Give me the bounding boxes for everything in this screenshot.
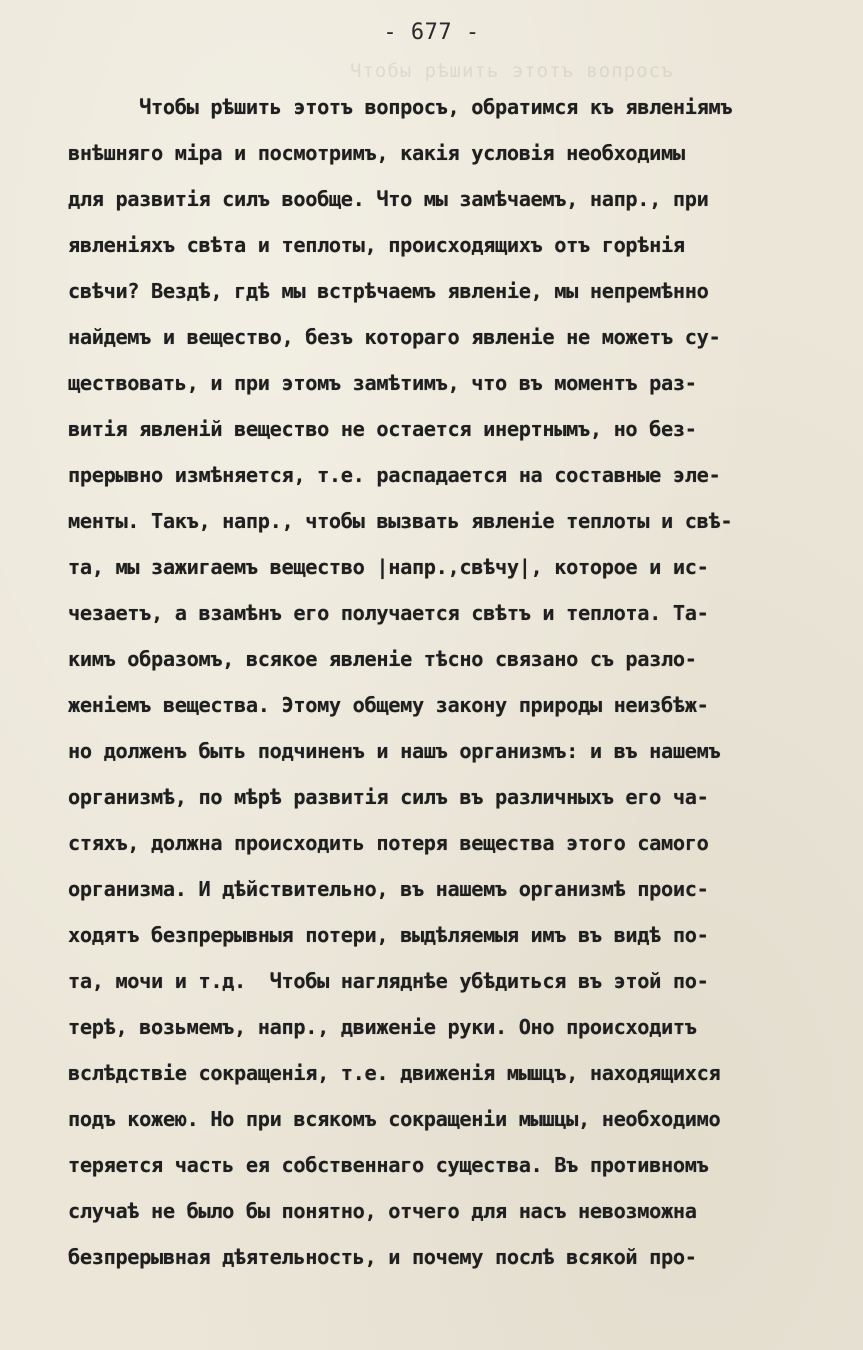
text-line: теряется часть ея собственнаго существа. Въ противномъ <box>68 1153 709 1177</box>
text-line: терѣ, возьмемъ, напр., движеніе руки. Оно происходитъ <box>68 1015 697 1039</box>
text-line: подъ кожею. Но при всякомъ сокращеніи мышцы, необходимо <box>68 1107 721 1131</box>
page-number: - 677 - <box>383 20 480 45</box>
text-line: свѣчи? Вездѣ, гдѣ мы встрѣчаемъ явленіе, мы непремѣнно <box>68 279 709 303</box>
bleed-through-text: Чтобы рѣшить этотъ вопросъ <box>350 60 674 82</box>
text-line: стяхъ, должна происходить потеря вещества этого самого <box>68 831 709 855</box>
text-line: для развитія силъ вообще. Что мы замѣчаемъ, напр., при <box>68 187 709 211</box>
text-line: Чтобы рѣшить этотъ вопросъ, обратимся къ явленіямъ <box>68 95 733 119</box>
text-line: витія явленій вещество не остается инертнымъ, но без- <box>68 417 697 441</box>
text-line: найдемъ и вещество, безъ котораго явленіе не можетъ су- <box>68 325 721 349</box>
text-line: чезаетъ, а взамѣнъ его получается свѣтъ и теплота. Та- <box>68 601 709 625</box>
text-line: та, мочи и т.д. Чтобы нагляднѣе убѣдиться въ этой по- <box>68 969 709 993</box>
text-line: организма. И дѣйствительно, въ нашемъ организмѣ проис- <box>68 877 709 901</box>
text-line: безпрерывная дѣятельность, и почему послѣ всякой про- <box>68 1245 697 1269</box>
text-line: случаѣ не было бы понятно, отчего для насъ невозможна <box>68 1199 697 1223</box>
text-line: та, мы зажигаемъ вещество |напр.,свѣчу|, которое и ис- <box>68 555 709 579</box>
text-line: явленіяхъ свѣта и теплоты, происходящихъ отъ горѣнія <box>68 233 685 257</box>
text-line: вслѣдствіе сокращенія, т.е. движенія мышцъ, находящихся <box>68 1061 721 1085</box>
text-line: кимъ образомъ, всякое явленіе тѣсно связано съ разло- <box>68 647 697 671</box>
text-line: менты. Такъ, напр., чтобы вызвать явленіе теплоты и свѣ- <box>68 509 733 533</box>
text-line: ходятъ безпрерывныя потери, выдѣляемыя имъ въ видѣ по- <box>68 923 709 947</box>
text-line: ществовать, и при этомъ замѣтимъ, что въ моментъ раз- <box>68 371 697 395</box>
text-line: женіемъ вещества. Этому общему закону природы неизбѣж- <box>68 693 709 717</box>
text-line: прерывно измѣняется, т.е. распадается на составные эле- <box>68 463 721 487</box>
text-line: внѣшняго міра и посмотримъ, какія условія необходимы <box>68 141 685 165</box>
text-line: организмѣ, по мѣрѣ развитія силъ въ различныхъ его ча- <box>68 785 709 809</box>
text-line: но долженъ быть подчиненъ и нашъ организмъ: и въ нашемъ <box>68 739 721 763</box>
